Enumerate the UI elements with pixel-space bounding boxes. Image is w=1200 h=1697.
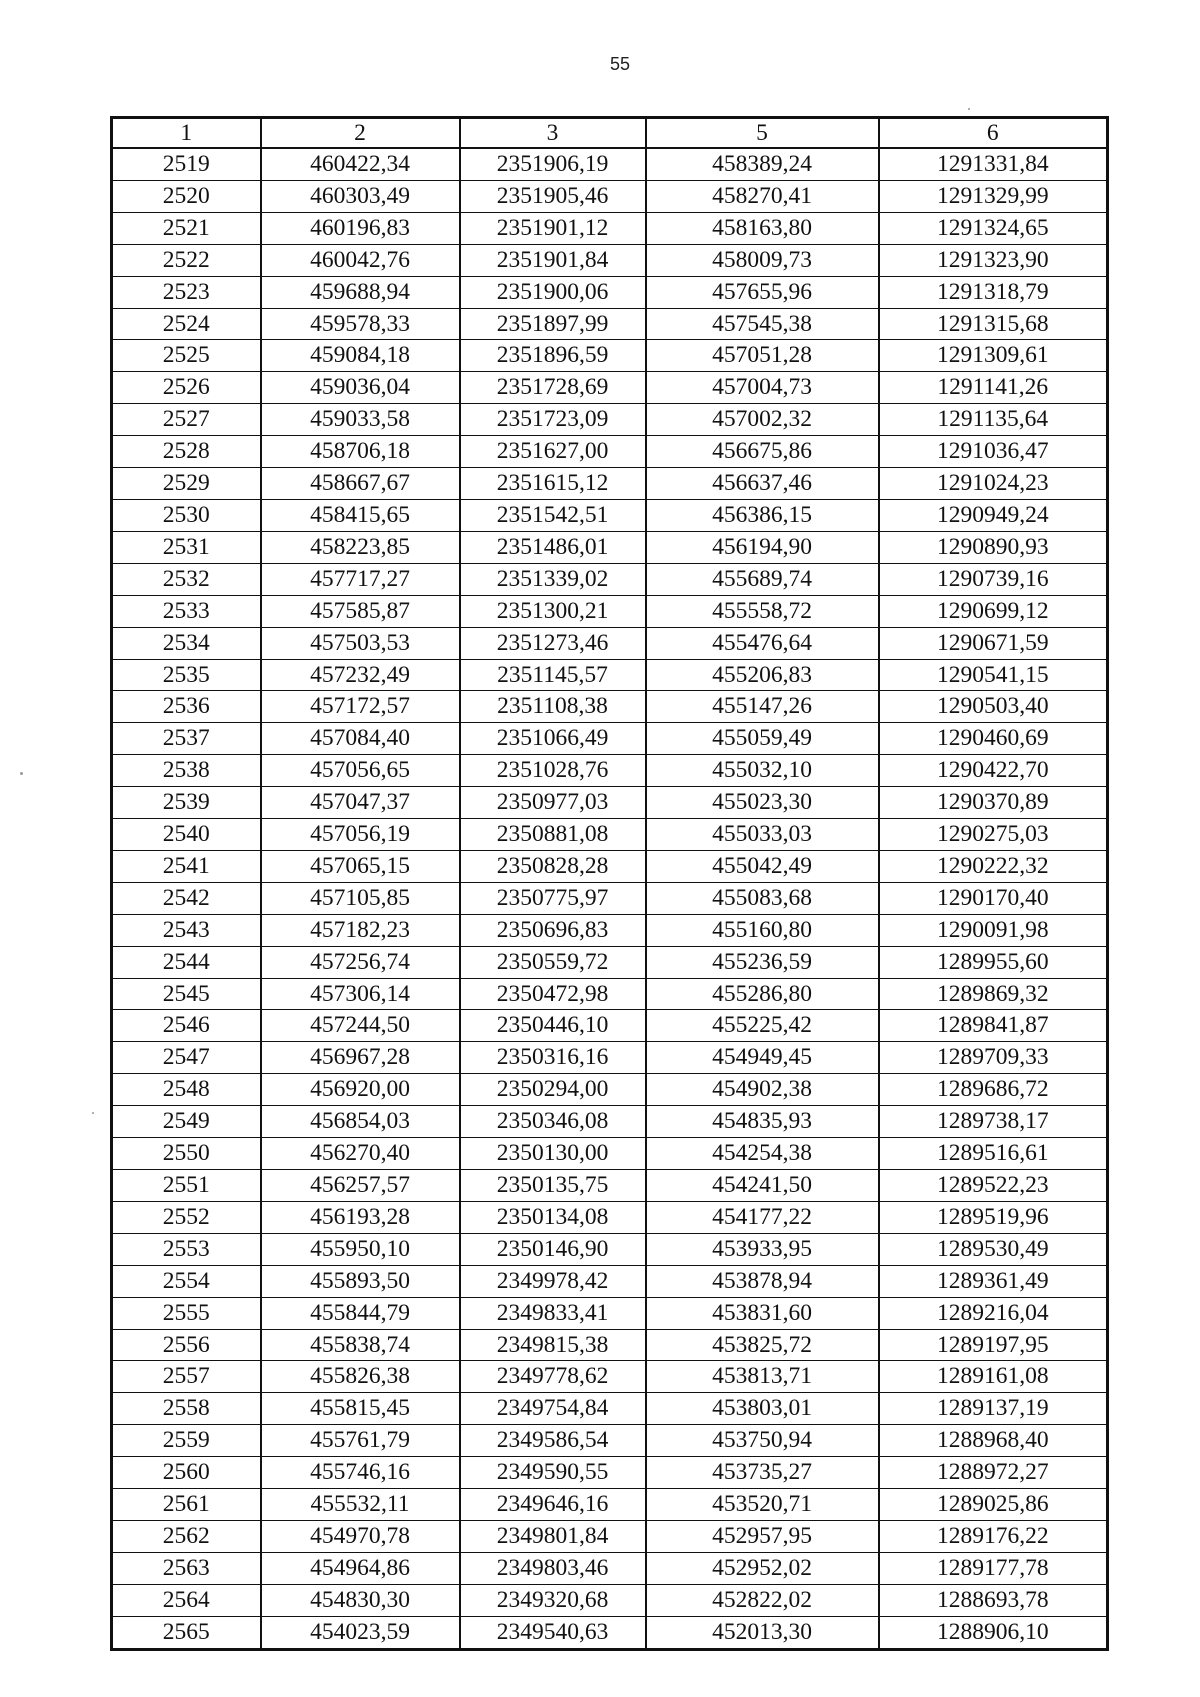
table-row (112, 499, 1108, 531)
table-row (112, 436, 1108, 468)
x-coordinate-cell: 456854,03 (261, 1106, 460, 1138)
point-number-cell: 2564 (112, 1584, 261, 1616)
x-coordinate-cell: 458415,65 (261, 499, 460, 531)
y-local-cell: 1289137,19 (879, 1393, 1108, 1425)
x-coordinate-cell: 457105,85 (261, 882, 460, 914)
x-coordinate-cell: 457256,74 (261, 946, 460, 978)
y-coordinate-cell: 2351542,51 (460, 499, 646, 531)
x-coordinate-cell: 454830,30 (261, 1584, 460, 1616)
y-local-cell: 1289530,49 (879, 1233, 1108, 1265)
y-local-cell: 1290541,15 (879, 659, 1108, 691)
y-local-cell: 1289177,78 (879, 1552, 1108, 1584)
table-row (112, 723, 1108, 755)
column-header-1: 1 (112, 118, 261, 149)
y-local-cell: 1290503,40 (879, 691, 1108, 723)
x-local-cell: 458009,73 (646, 244, 879, 276)
point-number-cell: 2528 (112, 436, 261, 468)
y-local-cell: 1291309,61 (879, 340, 1108, 372)
x-coordinate-cell: 455761,79 (261, 1425, 460, 1457)
point-number-cell: 2560 (112, 1457, 261, 1489)
table-row (112, 372, 1108, 404)
point-number-cell: 2559 (112, 1425, 261, 1457)
point-number-cell: 2549 (112, 1106, 261, 1138)
point-number-cell: 2525 (112, 340, 261, 372)
point-number-cell: 2547 (112, 1042, 261, 1074)
y-coordinate-cell: 2351615,12 (460, 468, 646, 500)
x-coordinate-cell: 457172,57 (261, 691, 460, 723)
x-coordinate-cell: 456920,00 (261, 1074, 460, 1106)
point-number-cell: 2523 (112, 276, 261, 308)
y-coordinate-cell: 2351486,01 (460, 531, 646, 563)
y-coordinate-cell: 2349586,54 (460, 1425, 646, 1457)
x-coordinate-cell: 458667,67 (261, 468, 460, 500)
x-local-cell: 453933,95 (646, 1233, 879, 1265)
x-local-cell: 457655,96 (646, 276, 879, 308)
scan-speck (20, 772, 23, 775)
table-row (112, 1106, 1108, 1138)
y-coordinate-cell: 2350828,28 (460, 850, 646, 882)
table-row (112, 1584, 1108, 1616)
x-coordinate-cell: 457182,23 (261, 914, 460, 946)
x-local-cell: 455032,10 (646, 755, 879, 787)
y-coordinate-cell: 2350446,10 (460, 1010, 646, 1042)
x-local-cell: 453813,71 (646, 1361, 879, 1393)
table-row (112, 914, 1108, 946)
x-local-cell: 453520,71 (646, 1489, 879, 1521)
table-row (112, 1201, 1108, 1233)
table-row (112, 212, 1108, 244)
x-coordinate-cell: 460042,76 (261, 244, 460, 276)
point-number-cell: 2554 (112, 1265, 261, 1297)
x-coordinate-cell: 460303,49 (261, 180, 460, 212)
y-coordinate-cell: 2351905,46 (460, 180, 646, 212)
table-row (112, 1616, 1108, 1649)
y-coordinate-cell: 2351897,99 (460, 308, 646, 340)
table-row (112, 308, 1108, 340)
point-number-cell: 2519 (112, 148, 261, 180)
x-local-cell: 457004,73 (646, 372, 879, 404)
x-local-cell: 455147,26 (646, 691, 879, 723)
y-local-cell: 1291024,23 (879, 468, 1108, 500)
y-local-cell: 1290170,40 (879, 882, 1108, 914)
y-local-cell: 1289738,17 (879, 1106, 1108, 1138)
point-number-cell: 2539 (112, 787, 261, 819)
x-coordinate-cell: 459084,18 (261, 340, 460, 372)
x-local-cell: 453825,72 (646, 1329, 879, 1361)
x-coordinate-cell: 457503,53 (261, 627, 460, 659)
table-row (112, 691, 1108, 723)
scan-speck (968, 108, 970, 110)
table-row (112, 787, 1108, 819)
y-coordinate-cell: 2351627,00 (460, 436, 646, 468)
x-local-cell: 453831,60 (646, 1297, 879, 1329)
y-coordinate-cell: 2350696,83 (460, 914, 646, 946)
y-coordinate-cell: 2350775,97 (460, 882, 646, 914)
y-coordinate-cell: 2351728,69 (460, 372, 646, 404)
point-number-cell: 2538 (112, 755, 261, 787)
point-number-cell: 2553 (112, 1233, 261, 1265)
y-local-cell: 1289686,72 (879, 1074, 1108, 1106)
x-coordinate-cell: 457056,65 (261, 755, 460, 787)
point-number-cell: 2542 (112, 882, 261, 914)
x-local-cell: 455689,74 (646, 563, 879, 595)
y-coordinate-cell: 2349320,68 (460, 1584, 646, 1616)
y-coordinate-cell: 2351723,09 (460, 404, 646, 436)
y-coordinate-cell: 2350316,16 (460, 1042, 646, 1074)
y-local-cell: 1290222,32 (879, 850, 1108, 882)
x-local-cell: 454949,45 (646, 1042, 879, 1074)
y-local-cell: 1289869,32 (879, 978, 1108, 1010)
y-coordinate-cell: 2349803,46 (460, 1552, 646, 1584)
table-row (112, 819, 1108, 851)
x-coordinate-cell: 459033,58 (261, 404, 460, 436)
x-coordinate-cell: 455893,50 (261, 1265, 460, 1297)
y-local-cell: 1291323,90 (879, 244, 1108, 276)
y-local-cell: 1291318,79 (879, 276, 1108, 308)
point-number-cell: 2540 (112, 819, 261, 851)
y-local-cell: 1288972,27 (879, 1457, 1108, 1489)
y-local-cell: 1290699,12 (879, 595, 1108, 627)
y-coordinate-cell: 2351900,06 (460, 276, 646, 308)
point-number-cell: 2546 (112, 1010, 261, 1042)
table-row (112, 276, 1108, 308)
point-number-cell: 2534 (112, 627, 261, 659)
y-coordinate-cell: 2350294,00 (460, 1074, 646, 1106)
y-local-cell: 1289197,95 (879, 1329, 1108, 1361)
point-number-cell: 2552 (112, 1201, 261, 1233)
x-local-cell: 458163,80 (646, 212, 879, 244)
point-number-cell: 2563 (112, 1552, 261, 1584)
header-row (112, 118, 1108, 149)
x-coordinate-cell: 459688,94 (261, 276, 460, 308)
x-local-cell: 455236,59 (646, 946, 879, 978)
table-row (112, 755, 1108, 787)
point-number-cell: 2529 (112, 468, 261, 500)
y-local-cell: 1289176,22 (879, 1520, 1108, 1552)
x-coordinate-cell: 457047,37 (261, 787, 460, 819)
y-coordinate-cell: 2349540,63 (460, 1616, 646, 1649)
point-number-cell: 2545 (112, 978, 261, 1010)
y-local-cell: 1289516,61 (879, 1138, 1108, 1170)
x-local-cell: 453735,27 (646, 1457, 879, 1489)
table-row (112, 1042, 1108, 1074)
table-row (112, 978, 1108, 1010)
y-local-cell: 1288968,40 (879, 1425, 1108, 1457)
x-coordinate-cell: 457585,87 (261, 595, 460, 627)
x-coordinate-cell: 457065,15 (261, 850, 460, 882)
y-local-cell: 1290739,16 (879, 563, 1108, 595)
table-row (112, 1393, 1108, 1425)
x-local-cell: 455476,64 (646, 627, 879, 659)
x-coordinate-cell: 455532,11 (261, 1489, 460, 1521)
point-number-cell: 2561 (112, 1489, 261, 1521)
y-coordinate-cell: 2349801,84 (460, 1520, 646, 1552)
x-local-cell: 454241,50 (646, 1170, 879, 1202)
y-coordinate-cell: 2349778,62 (460, 1361, 646, 1393)
point-number-cell: 2521 (112, 212, 261, 244)
y-coordinate-cell: 2350130,00 (460, 1138, 646, 1170)
y-local-cell: 1288693,78 (879, 1584, 1108, 1616)
y-coordinate-cell: 2351901,84 (460, 244, 646, 276)
x-coordinate-cell: 456270,40 (261, 1138, 460, 1170)
point-number-cell: 2522 (112, 244, 261, 276)
point-number-cell: 2530 (112, 499, 261, 531)
y-coordinate-cell: 2351145,57 (460, 659, 646, 691)
point-number-cell: 2555 (112, 1297, 261, 1329)
point-number-cell: 2520 (112, 180, 261, 212)
x-local-cell: 455225,42 (646, 1010, 879, 1042)
column-header-6: 6 (879, 118, 1108, 149)
y-local-cell: 1290671,59 (879, 627, 1108, 659)
x-coordinate-cell: 454970,78 (261, 1520, 460, 1552)
point-number-cell: 2544 (112, 946, 261, 978)
x-coordinate-cell: 455746,16 (261, 1457, 460, 1489)
point-number-cell: 2562 (112, 1520, 261, 1552)
y-coordinate-cell: 2351028,76 (460, 755, 646, 787)
y-coordinate-cell: 2349590,55 (460, 1457, 646, 1489)
x-coordinate-cell: 456967,28 (261, 1042, 460, 1074)
table-row (112, 1170, 1108, 1202)
table-row (112, 340, 1108, 372)
coordinates-table (110, 116, 1109, 1651)
x-local-cell: 455206,83 (646, 659, 879, 691)
x-coordinate-cell: 459578,33 (261, 308, 460, 340)
y-coordinate-cell: 2350135,75 (460, 1170, 646, 1202)
y-local-cell: 1289519,96 (879, 1201, 1108, 1233)
x-coordinate-cell: 456193,28 (261, 1201, 460, 1233)
table-header (112, 118, 1108, 149)
y-local-cell: 1288906,10 (879, 1616, 1108, 1649)
table-row (112, 563, 1108, 595)
y-coordinate-cell: 2349815,38 (460, 1329, 646, 1361)
table-row (112, 404, 1108, 436)
y-coordinate-cell: 2350134,08 (460, 1201, 646, 1233)
y-local-cell: 1289709,33 (879, 1042, 1108, 1074)
y-local-cell: 1291315,68 (879, 308, 1108, 340)
point-number-cell: 2558 (112, 1393, 261, 1425)
y-local-cell: 1290091,98 (879, 914, 1108, 946)
x-local-cell: 452952,02 (646, 1552, 879, 1584)
x-coordinate-cell: 454023,59 (261, 1616, 460, 1649)
x-local-cell: 457051,28 (646, 340, 879, 372)
x-coordinate-cell: 455844,79 (261, 1297, 460, 1329)
x-coordinate-cell: 457084,40 (261, 723, 460, 755)
x-local-cell: 454254,38 (646, 1138, 879, 1170)
x-local-cell: 456675,86 (646, 436, 879, 468)
y-coordinate-cell: 2350559,72 (460, 946, 646, 978)
column-header-2: 2 (261, 118, 460, 149)
table-row (112, 531, 1108, 563)
x-coordinate-cell: 457056,19 (261, 819, 460, 851)
x-coordinate-cell: 455815,45 (261, 1393, 460, 1425)
y-local-cell: 1289161,08 (879, 1361, 1108, 1393)
y-coordinate-cell: 2349833,41 (460, 1297, 646, 1329)
y-local-cell: 1289216,04 (879, 1297, 1108, 1329)
y-local-cell: 1291331,84 (879, 148, 1108, 180)
y-coordinate-cell: 2350977,03 (460, 787, 646, 819)
point-number-cell: 2548 (112, 1074, 261, 1106)
x-coordinate-cell: 460422,34 (261, 148, 460, 180)
y-local-cell: 1291135,64 (879, 404, 1108, 436)
x-coordinate-cell: 455838,74 (261, 1329, 460, 1361)
table-row (112, 1297, 1108, 1329)
x-local-cell: 453750,94 (646, 1425, 879, 1457)
y-local-cell: 1291324,65 (879, 212, 1108, 244)
x-local-cell: 457002,32 (646, 404, 879, 436)
point-number-cell: 2557 (112, 1361, 261, 1393)
table-row (112, 1329, 1108, 1361)
scan-speck (92, 1112, 94, 1114)
x-coordinate-cell: 454964,86 (261, 1552, 460, 1584)
x-local-cell: 452822,02 (646, 1584, 879, 1616)
x-coordinate-cell: 455826,38 (261, 1361, 460, 1393)
table-row (112, 595, 1108, 627)
x-local-cell: 453878,94 (646, 1265, 879, 1297)
x-local-cell: 455059,49 (646, 723, 879, 755)
x-coordinate-cell: 460196,83 (261, 212, 460, 244)
table-row (112, 1520, 1108, 1552)
y-local-cell: 1290949,24 (879, 499, 1108, 531)
point-number-cell: 2533 (112, 595, 261, 627)
table-row (112, 1265, 1108, 1297)
table-row (112, 1010, 1108, 1042)
table-row (112, 850, 1108, 882)
x-coordinate-cell: 458706,18 (261, 436, 460, 468)
point-number-cell: 2532 (112, 563, 261, 595)
x-coordinate-cell: 459036,04 (261, 372, 460, 404)
column-header-3: 3 (460, 118, 646, 149)
point-number-cell: 2531 (112, 531, 261, 563)
y-coordinate-cell: 2351273,46 (460, 627, 646, 659)
y-coordinate-cell: 2349978,42 (460, 1265, 646, 1297)
x-coordinate-cell: 457232,49 (261, 659, 460, 691)
point-number-cell: 2536 (112, 691, 261, 723)
x-local-cell: 453803,01 (646, 1393, 879, 1425)
x-local-cell: 458389,24 (646, 148, 879, 180)
point-number-cell: 2535 (112, 659, 261, 691)
column-header-5: 5 (646, 118, 879, 149)
x-local-cell: 456386,15 (646, 499, 879, 531)
coordinates-table-container (110, 116, 1106, 1651)
y-coordinate-cell: 2351108,38 (460, 691, 646, 723)
point-number-cell: 2541 (112, 850, 261, 882)
y-coordinate-cell: 2351896,59 (460, 340, 646, 372)
y-local-cell: 1290460,69 (879, 723, 1108, 755)
y-local-cell: 1289361,49 (879, 1265, 1108, 1297)
y-local-cell: 1290370,89 (879, 787, 1108, 819)
y-local-cell: 1290275,03 (879, 819, 1108, 851)
table-row (112, 180, 1108, 212)
y-local-cell: 1291141,26 (879, 372, 1108, 404)
y-coordinate-cell: 2350472,98 (460, 978, 646, 1010)
x-local-cell: 455033,03 (646, 819, 879, 851)
y-local-cell: 1290422,70 (879, 755, 1108, 787)
table-row (112, 1138, 1108, 1170)
table-row (112, 627, 1108, 659)
y-coordinate-cell: 2349646,16 (460, 1489, 646, 1521)
y-coordinate-cell: 2351066,49 (460, 723, 646, 755)
point-number-cell: 2537 (112, 723, 261, 755)
y-local-cell: 1290890,93 (879, 531, 1108, 563)
table-row (112, 946, 1108, 978)
table-body (112, 148, 1108, 1649)
x-local-cell: 455286,80 (646, 978, 879, 1010)
point-number-cell: 2524 (112, 308, 261, 340)
y-coordinate-cell: 2350346,08 (460, 1106, 646, 1138)
point-number-cell: 2551 (112, 1170, 261, 1202)
point-number-cell: 2556 (112, 1329, 261, 1361)
y-local-cell: 1289522,23 (879, 1170, 1108, 1202)
y-local-cell: 1291036,47 (879, 436, 1108, 468)
table-row (112, 244, 1108, 276)
x-local-cell: 454835,93 (646, 1106, 879, 1138)
x-local-cell: 454177,22 (646, 1201, 879, 1233)
table-row (112, 1425, 1108, 1457)
y-local-cell: 1289025,86 (879, 1489, 1108, 1521)
y-coordinate-cell: 2349754,84 (460, 1393, 646, 1425)
x-local-cell: 455042,49 (646, 850, 879, 882)
y-coordinate-cell: 2351901,12 (460, 212, 646, 244)
table-row (112, 1074, 1108, 1106)
table-row (112, 148, 1108, 180)
point-number-cell: 2526 (112, 372, 261, 404)
x-coordinate-cell: 457717,27 (261, 563, 460, 595)
x-coordinate-cell: 457306,14 (261, 978, 460, 1010)
x-local-cell: 458270,41 (646, 180, 879, 212)
x-local-cell: 454902,38 (646, 1074, 879, 1106)
page-number: 55 (609, 54, 631, 74)
table-row (112, 659, 1108, 691)
y-local-cell: 1289841,87 (879, 1010, 1108, 1042)
y-coordinate-cell: 2350146,90 (460, 1233, 646, 1265)
point-number-cell: 2543 (112, 914, 261, 946)
table-row (112, 1361, 1108, 1393)
x-local-cell: 452013,30 (646, 1616, 879, 1649)
x-local-cell: 452957,95 (646, 1520, 879, 1552)
x-coordinate-cell: 457244,50 (261, 1010, 460, 1042)
x-local-cell: 455023,30 (646, 787, 879, 819)
x-local-cell: 455083,68 (646, 882, 879, 914)
x-local-cell: 457545,38 (646, 308, 879, 340)
table-row (112, 1233, 1108, 1265)
table-row (112, 882, 1108, 914)
point-number-cell: 2550 (112, 1138, 261, 1170)
x-local-cell: 455558,72 (646, 595, 879, 627)
x-coordinate-cell: 458223,85 (261, 531, 460, 563)
y-coordinate-cell: 2351906,19 (460, 148, 646, 180)
table-row (112, 1457, 1108, 1489)
table-row (112, 468, 1108, 500)
y-coordinate-cell: 2351300,21 (460, 595, 646, 627)
point-number-cell: 2565 (112, 1616, 261, 1649)
x-coordinate-cell: 456257,57 (261, 1170, 460, 1202)
x-local-cell: 456637,46 (646, 468, 879, 500)
table-row (112, 1489, 1108, 1521)
x-coordinate-cell: 455950,10 (261, 1233, 460, 1265)
y-coordinate-cell: 2351339,02 (460, 563, 646, 595)
table-row (112, 1552, 1108, 1584)
y-local-cell: 1289955,60 (879, 946, 1108, 978)
point-number-cell: 2527 (112, 404, 261, 436)
x-local-cell: 456194,90 (646, 531, 879, 563)
y-coordinate-cell: 2350881,08 (460, 819, 646, 851)
x-local-cell: 455160,80 (646, 914, 879, 946)
y-local-cell: 1291329,99 (879, 180, 1108, 212)
